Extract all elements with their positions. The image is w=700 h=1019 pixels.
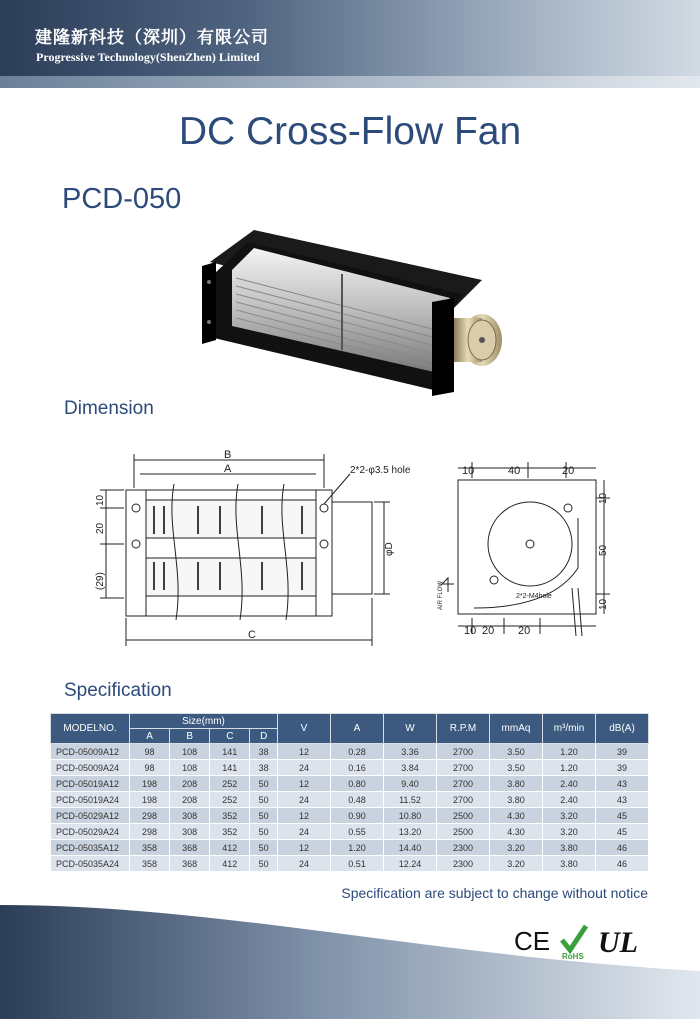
table-cell: 141 [210, 760, 250, 776]
table-cell: 198 [130, 792, 170, 808]
table-cell: 2500 [437, 824, 490, 840]
side-label-10a: 10 [462, 465, 475, 477]
table-cell: 3.80 [543, 840, 596, 856]
table-cell: 108 [170, 760, 210, 776]
table-cell: 252 [210, 792, 250, 808]
header-w: W [384, 714, 437, 744]
table-cell: 3.20 [490, 840, 543, 856]
table-cell: 11.52 [384, 792, 437, 808]
table-cell: 141 [210, 744, 250, 760]
table-cell: 0.51 [331, 856, 384, 872]
table-cell: 308 [170, 808, 210, 824]
table-cell: 4.30 [490, 808, 543, 824]
table-row [51, 856, 649, 872]
table-cell: 24 [278, 760, 331, 776]
dim-label-c: C [248, 629, 256, 641]
rohs-check-icon [562, 926, 586, 950]
table-cell: 2700 [437, 744, 490, 760]
table-cell: 50 [250, 792, 278, 808]
table-cell: 50 [250, 856, 278, 872]
header-band [0, 76, 700, 88]
table-cell: 3.80 [543, 856, 596, 872]
table-cell: 298 [130, 808, 170, 824]
front-dimension-drawing [88, 448, 416, 648]
table-cell: 10.80 [384, 808, 437, 824]
table-cell: 208 [170, 776, 210, 792]
page-title: DC Cross-Flow Fan [178, 110, 522, 153]
table-cell: 12.24 [384, 856, 437, 872]
header-mmaq: mmAq [490, 714, 543, 744]
table-cell: PCD-05019A12 [51, 776, 130, 792]
table-cell: 50 [250, 840, 278, 856]
table-cell: PCD-05029A24 [51, 824, 130, 840]
header-size-b: B [170, 729, 210, 744]
table-cell: 1.20 [331, 840, 384, 856]
table-cell: 358 [130, 840, 170, 856]
table-cell: 24 [278, 824, 331, 840]
table-row [51, 776, 649, 792]
table-cell: 1.20 [543, 760, 596, 776]
ce-mark-icon: CE [514, 926, 551, 956]
table-cell: 43 [596, 776, 649, 792]
table-cell: PCD-05009A12 [51, 744, 130, 760]
model-number: PCD-050 [62, 183, 182, 215]
dim-label-d: φD [384, 542, 395, 556]
table-cell: 12 [278, 744, 331, 760]
table-cell: 24 [278, 856, 331, 872]
table-cell: 0.80 [331, 776, 384, 792]
table-cell: 3.50 [490, 744, 543, 760]
side-label-20c: 20 [518, 625, 531, 637]
table-cell: 12 [278, 808, 331, 824]
table-cell: 50 [250, 824, 278, 840]
table-cell: 39 [596, 760, 649, 776]
table-cell: 298 [130, 824, 170, 840]
table-cell: 108 [170, 744, 210, 760]
ul-mark-icon: UL [598, 926, 638, 959]
table-cell: 252 [210, 776, 250, 792]
table-row [51, 744, 649, 760]
spec-table-body [51, 744, 649, 872]
side-dimension-drawing [428, 458, 610, 638]
table-cell: 412 [210, 856, 250, 872]
table-cell: 2300 [437, 840, 490, 856]
table-cell: PCD-05035A24 [51, 856, 130, 872]
table-cell: 208 [170, 792, 210, 808]
table-cell: 12 [278, 776, 331, 792]
table-cell: 352 [210, 824, 250, 840]
table-cell: 9.40 [384, 776, 437, 792]
rohs-label: RoHS [562, 952, 584, 961]
table-row [51, 808, 649, 824]
side-label-10r: 10 [598, 492, 609, 504]
table-cell: 24 [278, 792, 331, 808]
header-size: Size(mm) [130, 714, 278, 729]
airflow-label: AIR FLOW [438, 580, 444, 610]
table-cell: 2700 [437, 760, 490, 776]
table-cell: 46 [596, 840, 649, 856]
header-flow: m³/min [543, 714, 596, 744]
side-label-10r2: 10 [598, 598, 609, 610]
table-cell: 358 [130, 856, 170, 872]
company-name-cn: 建隆新科技（深圳）有限公司 [35, 28, 269, 48]
table-cell: 3.20 [490, 856, 543, 872]
table-cell: 3.50 [490, 760, 543, 776]
table-cell: 98 [130, 744, 170, 760]
company-name-en: Progressive Technology(ShenZhen) Limited [36, 50, 260, 64]
table-cell: 45 [596, 824, 649, 840]
table-cell: 14.40 [384, 840, 437, 856]
table-cell: 12 [278, 840, 331, 856]
table-cell: 308 [170, 824, 210, 840]
table-cell: 38 [250, 744, 278, 760]
table-cell: 0.28 [331, 744, 384, 760]
header-size-d: D [250, 729, 278, 744]
header-v: V [278, 714, 331, 744]
table-cell: 46 [596, 856, 649, 872]
table-cell: 3.36 [384, 744, 437, 760]
side-label-50: 50 [598, 544, 609, 556]
header-rpm: R.P.M [437, 714, 490, 744]
table-cell: 368 [170, 856, 210, 872]
table-cell: 50 [250, 808, 278, 824]
table-cell: 38 [250, 760, 278, 776]
table-cell: 198 [130, 776, 170, 792]
dim-label-hole: 2*2-φ3.5 hole [350, 465, 411, 476]
header-size-a: A [130, 729, 170, 744]
table-cell: 412 [210, 840, 250, 856]
dim-label-a: A [224, 463, 232, 475]
table-cell: 0.16 [331, 760, 384, 776]
dimension-heading: Dimension [64, 398, 154, 419]
table-cell: 43 [596, 792, 649, 808]
table-cell: 45 [596, 808, 649, 824]
table-cell: 4.30 [490, 824, 543, 840]
table-row [51, 792, 649, 808]
table-cell: 13.20 [384, 824, 437, 840]
spec-note: Specification are subject to change without notice [341, 885, 648, 901]
table-row [51, 824, 649, 840]
table-cell: 2500 [437, 808, 490, 824]
table-row [51, 840, 649, 856]
table-cell: 2.40 [543, 792, 596, 808]
table-cell: 3.20 [543, 824, 596, 840]
table-cell: 2700 [437, 792, 490, 808]
table-cell: 1.20 [543, 744, 596, 760]
dim-label-10: 10 [95, 494, 106, 506]
table-cell: 0.90 [331, 808, 384, 824]
side-label-10b: 10 [464, 625, 477, 637]
table-cell: 368 [170, 840, 210, 856]
table-cell: 50 [250, 776, 278, 792]
table-cell: 352 [210, 808, 250, 824]
side-label-40: 40 [508, 465, 521, 477]
table-cell: 3.20 [543, 808, 596, 824]
side-label-20b: 20 [482, 625, 495, 637]
table-cell: 2300 [437, 856, 490, 872]
dim-label-29: (29) [95, 572, 106, 590]
table-row [51, 760, 649, 776]
table-cell: PCD-05035A12 [51, 840, 130, 856]
table-cell: 2.40 [543, 776, 596, 792]
certification-logos [512, 922, 652, 962]
fan-product-image [192, 222, 508, 400]
specification-heading: Specification [64, 680, 172, 701]
table-cell: PCD-05009A24 [51, 760, 130, 776]
table-cell: 3.80 [490, 792, 543, 808]
header-model: MODELNO. [51, 714, 130, 744]
table-cell: 98 [130, 760, 170, 776]
table-cell: PCD-05029A12 [51, 808, 130, 824]
table-cell: 3.80 [490, 776, 543, 792]
side-label-20a: 20 [562, 465, 575, 477]
side-label-m4: 2*2-M4hole [516, 593, 552, 600]
header-db: dB(A) [596, 714, 649, 744]
table-cell: 0.55 [331, 824, 384, 840]
table-cell: PCD-05019A24 [51, 792, 130, 808]
header-amp: A [331, 714, 384, 744]
dim-label-b: B [224, 449, 232, 461]
table-cell: 0.48 [331, 792, 384, 808]
spec-table [50, 713, 649, 872]
table-cell: 2700 [437, 776, 490, 792]
header-size-c: C [210, 729, 250, 744]
table-cell: 39 [596, 744, 649, 760]
dim-label-20: 20 [95, 522, 106, 534]
table-cell: 3.84 [384, 760, 437, 776]
